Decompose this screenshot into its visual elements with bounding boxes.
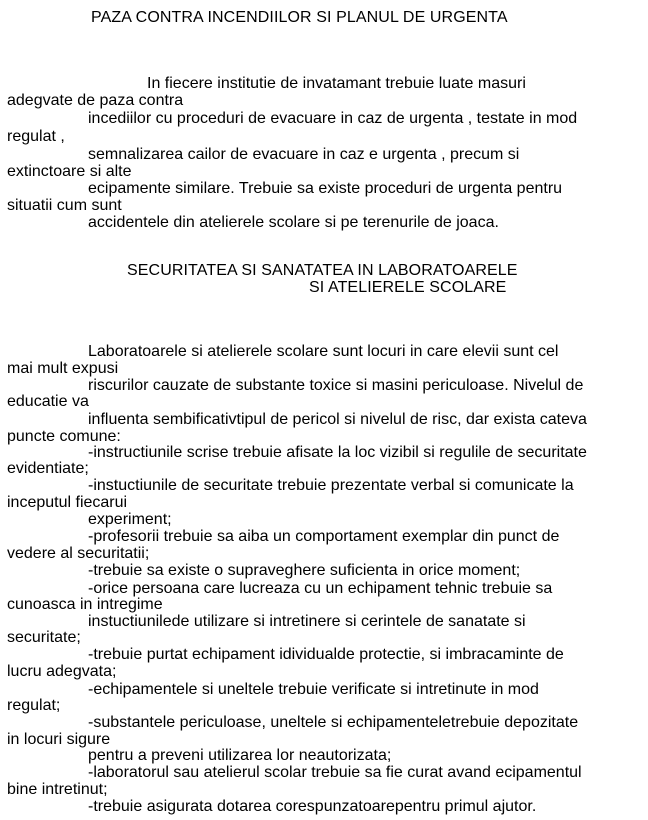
paragraph-line: semnalizarea cailor de evacuare in caz e urgenta , precum si	[88, 146, 520, 163]
paragraph-line: In fiecere institutie de invatamant trebuie luate masuri	[147, 75, 526, 92]
paragraph-line: -echipamentele si uneltele trebuie verificate si intretinute in mod	[88, 681, 539, 698]
paragraph-line: accidentele din atelierele scolare si pe terenurile de joaca.	[88, 214, 499, 231]
paragraph-line: educatie va	[7, 393, 89, 410]
paragraph-line: -trebuie sa existe o supraveghere suficienta in orice moment;	[88, 562, 521, 579]
section-heading: SECURITATEA SI SANATATEA IN LABORATOARELE	[127, 262, 518, 279]
paragraph-line: instuctiunilede utilizare si intretinere si cerintele de sanatate si	[88, 613, 526, 630]
paragraph-line: ecipamente similare. Trebuie sa existe proceduri de urgenta pentru	[88, 180, 563, 197]
paragraph-line: inceputul fiecarui	[7, 494, 128, 511]
paragraph-line: riscurilor cauzate de substante toxice si masini periculoase. Nivelul de	[88, 377, 584, 394]
paragraph-line: evidentiate;	[7, 460, 89, 477]
paragraph-line: pentru a preveni utilizarea lor neautorizata;	[88, 747, 392, 764]
paragraph-line: cunoasca in intregime	[7, 596, 163, 613]
paragraph-line: -profesorii trebuie sa aiba un comportament exemplar din punct de	[88, 528, 560, 545]
paragraph-line: influenta sembificativtipul de pericol si nivelul de risc, dar exista cateva	[88, 411, 587, 428]
paragraph-line: Laboratoarele si atelierele scolare sunt locuri in care elevii sunt cel	[88, 343, 559, 360]
paragraph-line: situatii cum sunt	[7, 197, 122, 214]
document-title: PAZA CONTRA INCENDIILOR SI PLANUL DE URGENTA	[91, 9, 508, 26]
paragraph-line: bine intretinut;	[7, 781, 108, 798]
paragraph-line: mai mult expusi	[7, 360, 119, 377]
paragraph-line: -instuctiunile de securitate trebuie prezentate verbal si comunicate la	[88, 477, 574, 494]
paragraph-line: experiment;	[88, 511, 172, 528]
paragraph-line: -instructiunile scrise trebuie afisate la loc vizibil si regulile de securitate	[88, 444, 587, 461]
paragraph-line: securitate;	[7, 629, 81, 646]
paragraph-line: -trebuie asigurata dotarea corespunzatoarepentru primul ajutor.	[88, 798, 537, 815]
section-heading: SI ATELIERELE SCOLARE	[309, 279, 507, 296]
paragraph-line: extinctoare si alte	[7, 163, 132, 180]
paragraph-line: in locuri sigure	[7, 731, 111, 748]
paragraph-line: -laboratorul sau atelierul scolar trebuie sa fie curat avand ecipamentul	[88, 764, 582, 781]
paragraph-line: -substantele periculoase, uneltele si echipamenteletrebuie depozitate	[88, 714, 579, 731]
paragraph-line: regulat;	[7, 697, 61, 714]
paragraph-line: regulat ,	[7, 128, 65, 145]
paragraph-line: puncte comune:	[7, 428, 121, 445]
paragraph-line: vedere al securitatii;	[7, 545, 150, 562]
paragraph-line: -trebuie purtat echipament idividualde protectie, si imbracaminte de	[88, 646, 564, 663]
paragraph-line: lucru adegvata;	[7, 663, 117, 680]
paragraph-line: incediilor cu proceduri de evacuare in caz de urgenta , testate in mod	[88, 110, 578, 127]
paragraph-line: adegvate de paza contra	[7, 92, 184, 109]
paragraph-line: -orice persoana care lucreaza cu un echipament tehnic trebuie sa	[88, 580, 553, 597]
